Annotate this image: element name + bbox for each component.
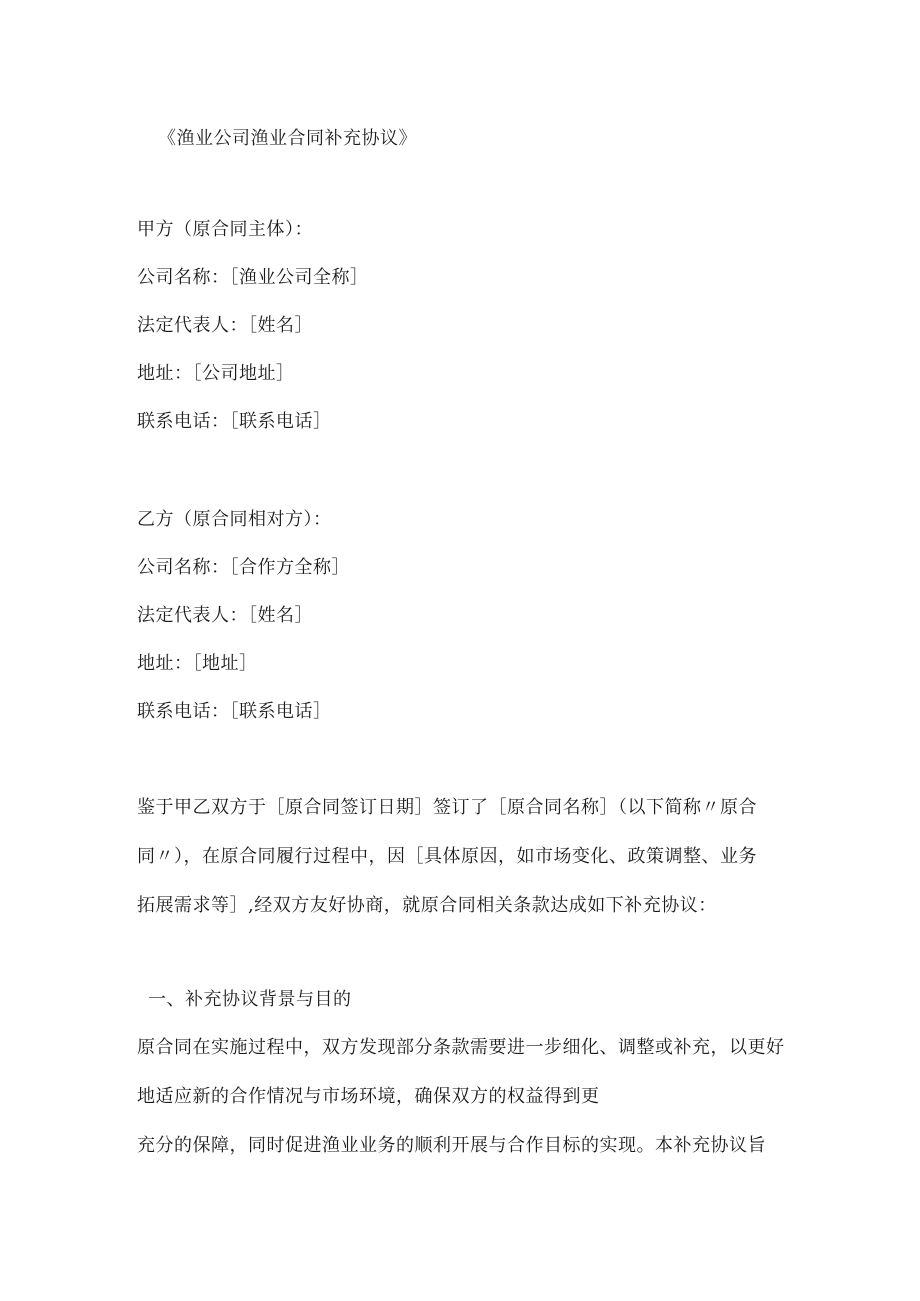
party-a-phone: 联系电话：［联系电话］ bbox=[137, 411, 332, 432]
party-b-representative: 法定代表人：［姓名］ bbox=[137, 605, 313, 626]
section-1-line-3: 充分的保障，同时促进渔业业务的顺利开展与合作目标的实现。本补充协议旨 bbox=[137, 1135, 766, 1156]
preamble-line-1: 鉴于甲乙双方于［原合同签订日期］签订了［原合同名称］（以下简称〃原合 bbox=[137, 797, 757, 818]
party-a-address: 地址：［公司地址］ bbox=[137, 363, 295, 384]
party-a-company: 公司名称：［渔业公司全称］ bbox=[137, 267, 369, 288]
party-b-company: 公司名称：［合作方全称］ bbox=[137, 557, 350, 578]
section-1-heading: 一、补充协议背景与目的 bbox=[148, 989, 352, 1010]
section-1-line-1: 原合同在实施过程中，双方发现部分条款需要进一步细化、调整或补充，以更好 bbox=[137, 1037, 785, 1058]
party-b-heading: 乙方（原合同相对方）： bbox=[137, 509, 332, 530]
preamble-line-2: 同〃），在原合同履行过程中，因［具体原因，如市场变化、政策调整、业务 bbox=[137, 846, 757, 867]
party-b-address: 地址：［地址］ bbox=[137, 653, 258, 674]
document-title: 《渔业公司渔业合同补充协议》 bbox=[158, 128, 417, 149]
party-b-phone: 联系电话：［联系电话］ bbox=[137, 701, 332, 722]
party-a-representative: 法定代表人：［姓名］ bbox=[137, 315, 313, 336]
preamble-line-3: 拓展需求等］,经双方友好协商，就原合同相关条款达成如下补充协议： bbox=[137, 895, 717, 916]
party-a-heading: 甲方（原合同主体）： bbox=[137, 219, 313, 240]
section-1-line-2: 地适应新的合作情况与市场环境，确保双方的权益得到更 bbox=[137, 1086, 600, 1107]
